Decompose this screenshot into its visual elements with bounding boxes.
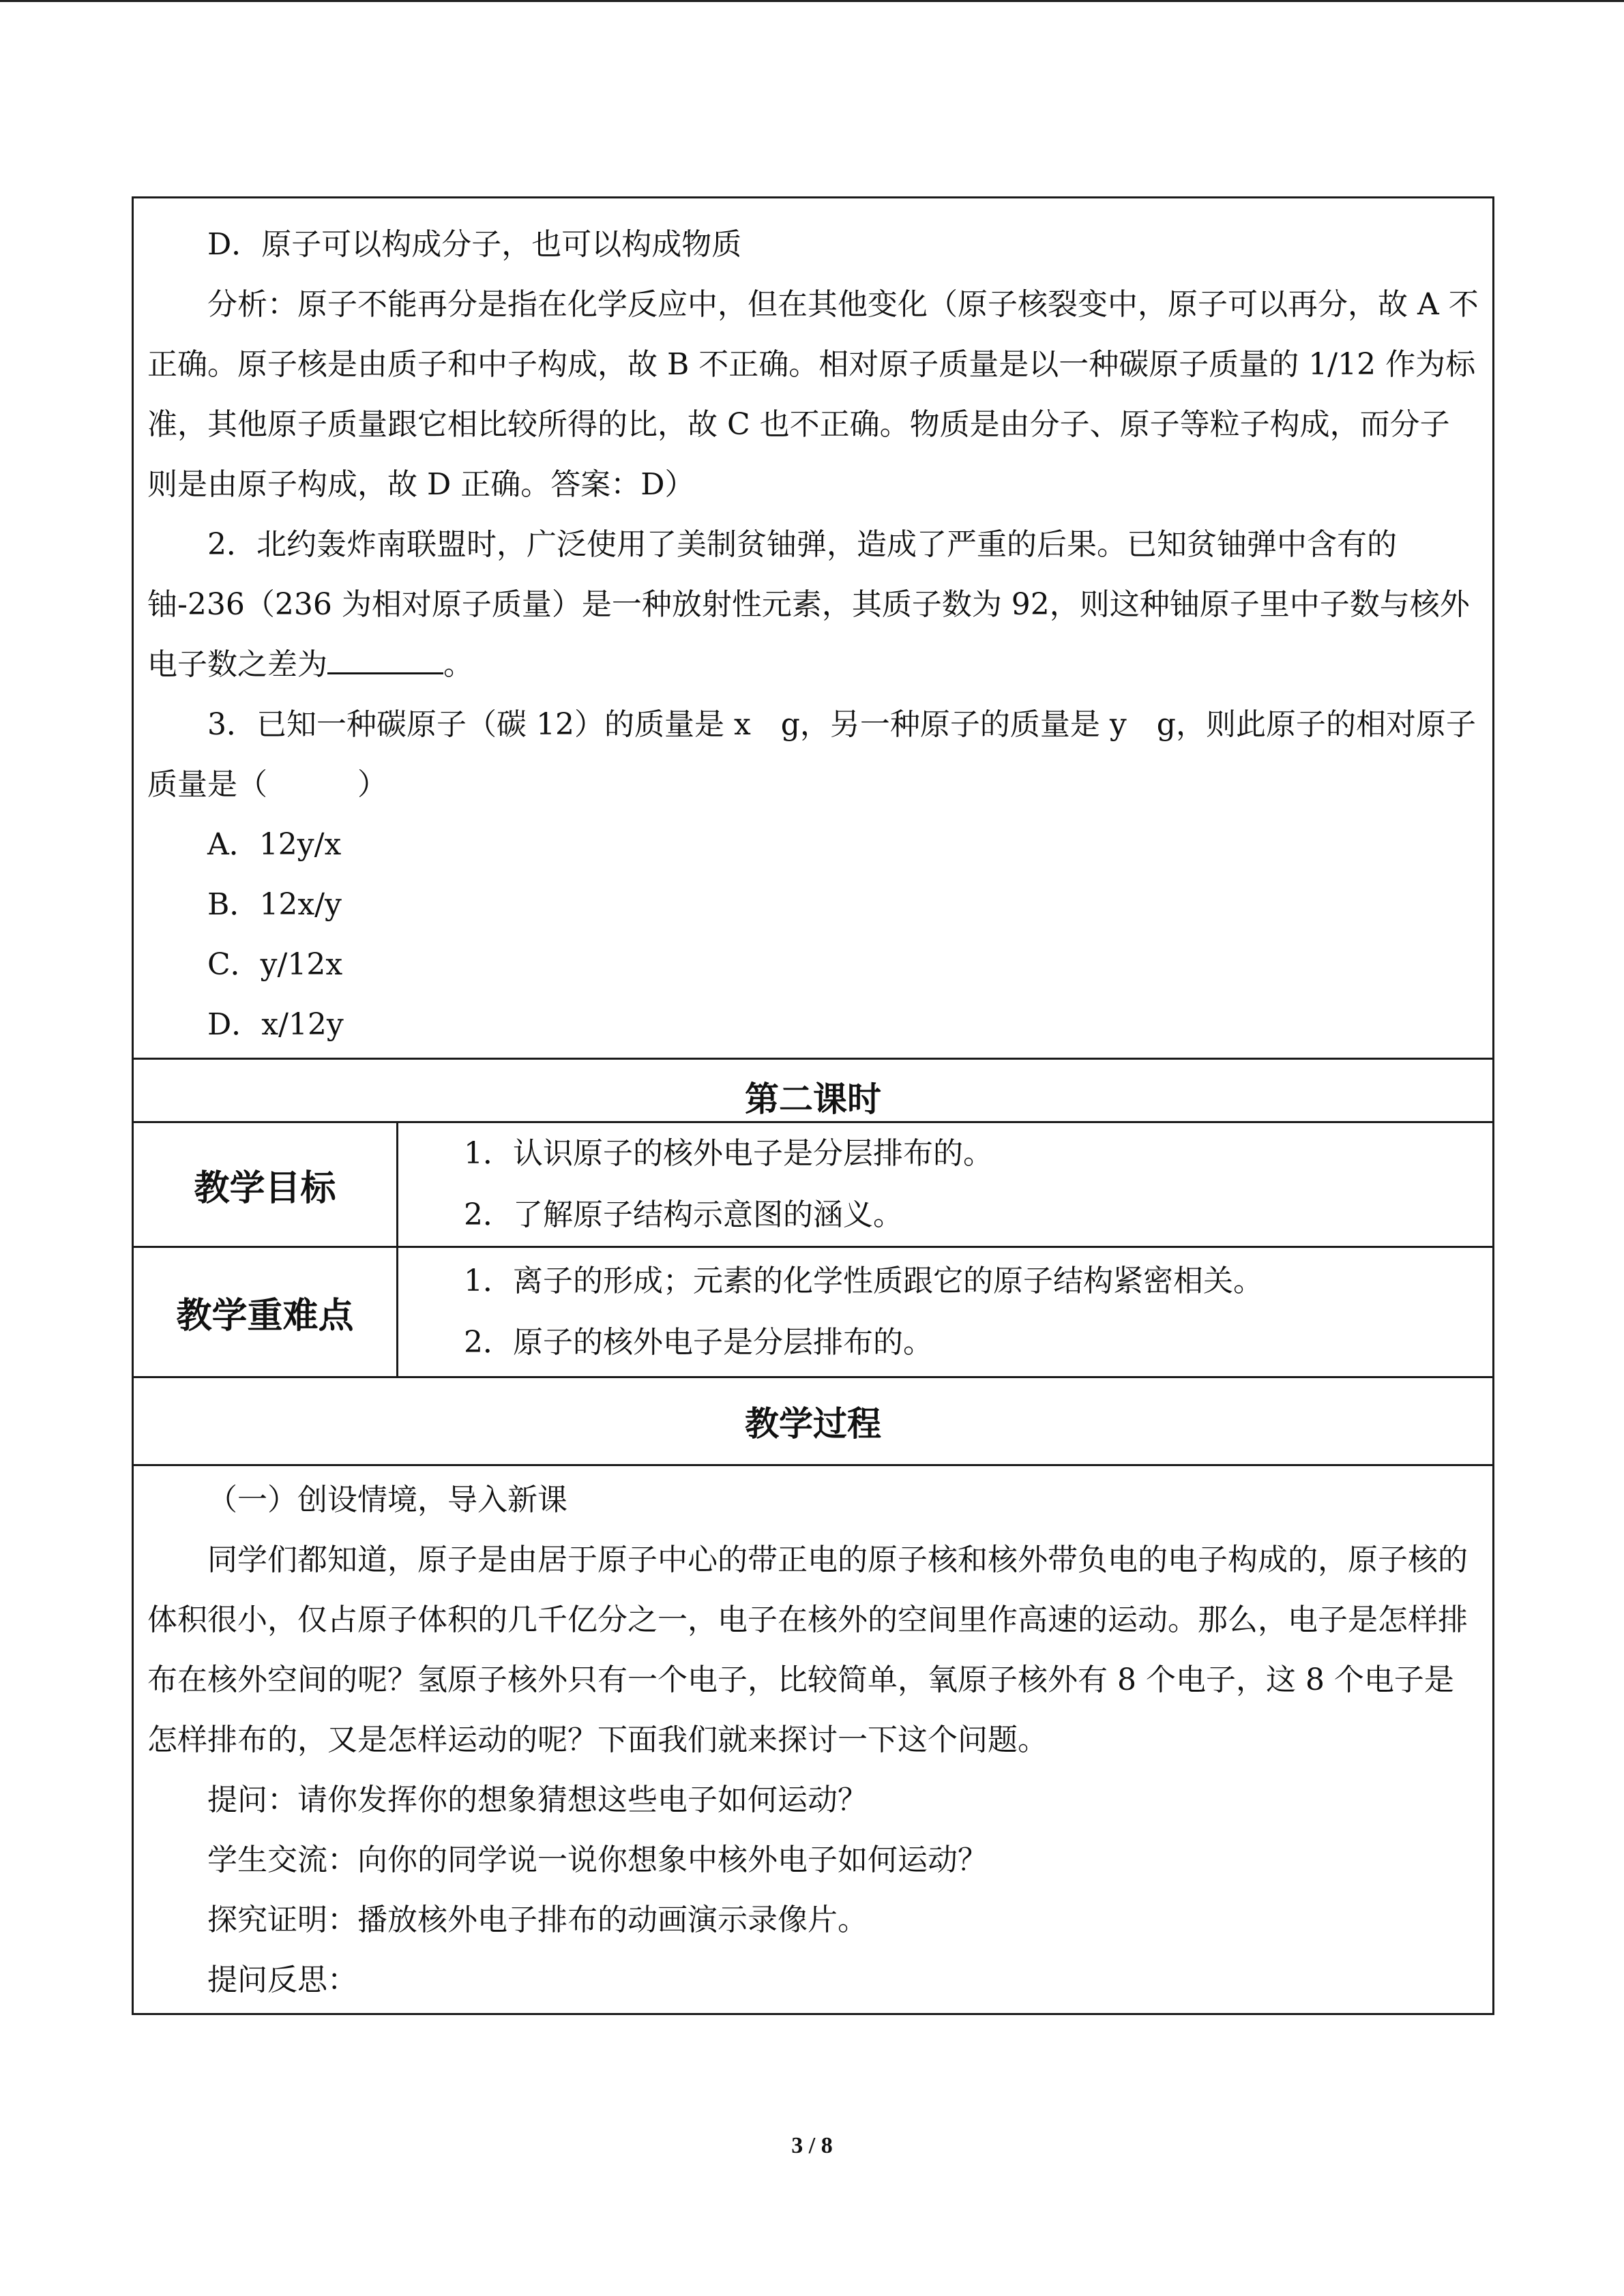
objective-item: 2．了解原子结构示意图的涵义。 xyxy=(464,1197,903,1232)
section-title: 第二课时 xyxy=(745,1079,881,1119)
objectives-row xyxy=(133,1122,1494,1247)
option-d: D．x/12y xyxy=(207,1007,344,1042)
option-a: A．12y/x xyxy=(207,827,342,862)
process-question: 提问：请你发挥你的想象猜想这些电子如何运动？ xyxy=(207,1783,868,1817)
process-title: 教学过程 xyxy=(745,1404,881,1444)
process-intro-paragraph: 同学们都知道，原子是由居于原子中心的带正电的原子核和核外带负电的电子构成的，原子核的体积很小，仅占原子体积的几千亿分之一，电子在核外的空间里作高速的运动。那么，电子是怎样排布在核外空间的呢？氢原子核外只有一个电子，比较简单，氧原子核外有 8 个电子，这 8 个电子是怎样排布的，又是怎样运动的呢？下面我们就来探讨一下这个问题。 xyxy=(147,1542,1468,1757)
questions-row xyxy=(133,198,1494,1059)
question-2 xyxy=(134,515,1492,695)
top-border-line xyxy=(0,0,1624,2)
lesson-plan-table xyxy=(132,196,1494,2015)
key-point-item: 2．原子的核外电子是分层排布的。 xyxy=(464,1325,933,1360)
key-points-row xyxy=(133,1247,1494,1377)
process-reflection: 提问反思： xyxy=(207,1963,357,1997)
objective-item: 1．认识原子的核外电子是分层排布的。 xyxy=(464,1136,993,1171)
option-b: B．12x/y xyxy=(207,887,342,922)
analysis-paragraph: 分析：原子不能再分是指在化学反应中，但在其他变化（原子核裂变中，原子可以再分，故 A 不正确。原子核是由质子和中子构成，故 B 不正确。相对原子质量是以一种碳原子质量的 1/12 作为标准，其他原子质量跟它相比较所得的比，故 C 也不正确。物质是由分子、原子等粒子构成，而分子则是由原子构成，故 D 正确。答案：D） xyxy=(147,287,1479,502)
process-row xyxy=(133,1465,1494,2014)
question-3: 3．已知一种碳原子（碳 12）的质量是 x g，另一种原子的质量是 y g，则此原子的相对原子质量是（ ） xyxy=(147,707,1476,802)
section-title-row xyxy=(133,1059,1494,1122)
option-d-line: D．原子可以构成分子，也可以构成物质 xyxy=(207,227,742,262)
key-points-label: 教学重难点 xyxy=(176,1295,354,1337)
key-point-item: 1．离子的形成；元素的化学性质跟它的原子结构紧密相关。 xyxy=(464,1264,1263,1298)
process-section-heading: （一）创设情境，导入新课 xyxy=(207,1482,567,1517)
objectives-label: 教学目标 xyxy=(194,1167,336,1209)
page-number: 3 / 8 xyxy=(791,2133,833,2158)
question-2-end: 。 xyxy=(443,647,473,682)
option-c: C．y/12x xyxy=(207,947,343,982)
process-student-exchange: 学生交流：向你的同学说一说你想象中核外电子如何运动？ xyxy=(207,1843,988,1877)
process-title-row xyxy=(133,1377,1494,1465)
answer-blank[interactable] xyxy=(327,642,443,674)
question-2-text: 2．北约轰炸南联盟时，广泛使用了美制贫铀弹，造成了严重的后果。已知贫铀弹中含有的铀-236（236 为相对原子质量）是一种放射性元素，其质子数为 92，则这种铀原子里中子数与核外电子数之差为 xyxy=(147,527,1470,682)
process-demonstration: 探究证明：播放核外电子排布的动画演示录像片。 xyxy=(207,1903,868,1937)
